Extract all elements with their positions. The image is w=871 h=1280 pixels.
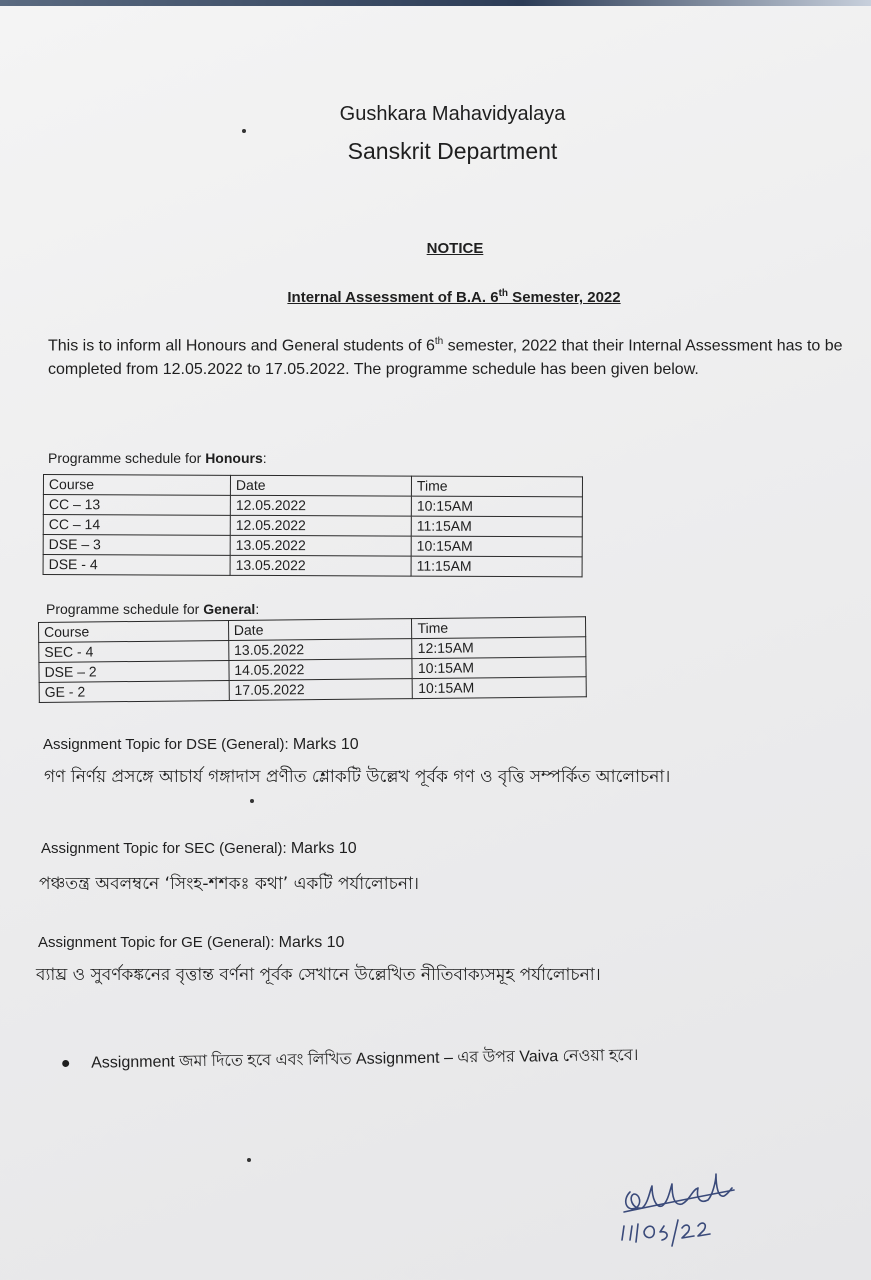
course-cell: DSE – 2 bbox=[39, 661, 229, 683]
course-cell: CC – 14 bbox=[43, 515, 230, 536]
time-cell: 11:15AM bbox=[411, 516, 582, 537]
column-header: Time bbox=[411, 476, 582, 497]
assessment-title-sup: th bbox=[498, 288, 509, 299]
course-cell: DSE – 3 bbox=[43, 535, 230, 556]
column-header: Course bbox=[43, 475, 230, 496]
bullet-text: Assignment জমা দিতে হবে এবং লিখিত Assignment – এর উপর Vaiva নেওয়া হবে। bbox=[91, 1046, 639, 1072]
course-cell: CC – 13 bbox=[43, 495, 230, 516]
notice-heading: NOTICE bbox=[426, 240, 484, 257]
assignment-sec-title bbox=[41, 840, 357, 858]
assignment-title-text: Assignment Topic for DSE (General): bbox=[43, 736, 293, 753]
time-cell: 10:15AM bbox=[411, 496, 582, 517]
assessment-title-rest: Semester, 2022 bbox=[508, 289, 621, 306]
table-row bbox=[43, 535, 582, 557]
assignment-dse-title bbox=[43, 736, 359, 754]
college-name: Gushkara Mahavidyalaya bbox=[339, 103, 566, 125]
general-caption-suffix: : bbox=[255, 601, 260, 617]
date-cell: 17.05.2022 bbox=[229, 679, 413, 701]
assignment-marks: Marks 10 bbox=[292, 736, 359, 753]
ink-speck bbox=[250, 799, 254, 803]
date-cell: 14.05.2022 bbox=[229, 659, 413, 681]
date-cell: 13.05.2022 bbox=[230, 555, 411, 576]
intro-text-1: This is to inform all Honours and General students of 6 bbox=[48, 337, 435, 355]
general-caption bbox=[46, 601, 259, 617]
vaiva-bullet-item bbox=[62, 1040, 762, 1077]
time-cell: 10:15AM bbox=[413, 677, 587, 699]
assessment-title-text: Internal Assessment of B.A. 6 bbox=[287, 289, 499, 306]
intro-paragraph bbox=[48, 330, 848, 382]
course-cell: SEC - 4 bbox=[39, 641, 229, 663]
intro-sup: th bbox=[434, 336, 444, 347]
course-cell: GE - 2 bbox=[39, 681, 229, 703]
honours-caption-suffix: : bbox=[262, 450, 267, 466]
date-cell: 12.05.2022 bbox=[230, 495, 411, 516]
ink-speck bbox=[242, 129, 246, 133]
intro-text-2: semester, 2022 that their Internal Assessment has to be completed from 12.05.2022 to 17.05.2022. The programme schedule has been given below. bbox=[48, 337, 843, 379]
assessment-title bbox=[0, 288, 871, 306]
column-header: Date bbox=[228, 619, 412, 641]
date-cell: 13.05.2022 bbox=[230, 535, 411, 556]
time-cell: 10:15AM bbox=[412, 657, 586, 679]
general-caption-bold: General bbox=[203, 601, 256, 617]
assignment-ge-topic: ব্যাঘ্র ও সুবর্ণকঙ্কনের বৃত্তান্ত বর্ণনা পূর্বক সেখানে উল্লেখিত নীতিবাক্যসমূহ পর্যালোচনা। bbox=[36, 965, 601, 985]
assignment-marks: Marks 10 bbox=[290, 840, 357, 857]
department-name: Sanskrit Department bbox=[347, 138, 558, 164]
assignment-marks: Marks 10 bbox=[278, 934, 345, 951]
table-row bbox=[43, 495, 582, 517]
honours-caption-prefix: Programme schedule for bbox=[48, 450, 206, 466]
assignment-title-text: Assignment Topic for GE (General): bbox=[38, 934, 279, 951]
honours-caption bbox=[48, 450, 267, 466]
handwritten-signature bbox=[612, 1160, 752, 1260]
assignment-ge-title bbox=[38, 934, 344, 952]
honours-caption-bold: Honours bbox=[205, 450, 263, 466]
date-cell: 13.05.2022 bbox=[228, 639, 412, 661]
assignment-title-text: Assignment Topic for SEC (General): bbox=[41, 840, 291, 857]
table-row bbox=[43, 555, 582, 577]
course-cell: DSE - 4 bbox=[43, 555, 230, 576]
bullet-icon bbox=[62, 1060, 69, 1067]
assignment-sec-topic: পঞ্চতন্ত্র অবলম্বনে ‘সিংহ-শশকঃ কথা’ একটি পর্যালোচনা। bbox=[39, 874, 419, 894]
date-cell: 12.05.2022 bbox=[230, 515, 411, 536]
honours-schedule-table bbox=[43, 474, 583, 577]
table-row bbox=[43, 515, 582, 537]
general-schedule-table bbox=[38, 616, 587, 703]
time-cell: 12:15AM bbox=[412, 637, 586, 659]
table-header-row bbox=[43, 475, 582, 497]
ink-speck bbox=[247, 1158, 251, 1162]
assignment-dse-topic: গণ নির্ণয় প্রসঙ্গে আচার্য গঙ্গাদাস প্রণীত শ্লোকটি উল্লেখ পূর্বক গণ ও বৃত্তি সম্পর্কিত আলোচনা। bbox=[44, 767, 671, 787]
time-cell: 11:15AM bbox=[411, 556, 582, 577]
column-header: Date bbox=[230, 475, 411, 496]
signature-date: 11/05/22 bbox=[672, 1255, 676, 1256]
column-header: Time bbox=[412, 617, 586, 639]
general-caption-prefix: Programme schedule for bbox=[46, 601, 204, 617]
column-header: Course bbox=[39, 621, 229, 643]
time-cell: 10:15AM bbox=[411, 536, 582, 557]
